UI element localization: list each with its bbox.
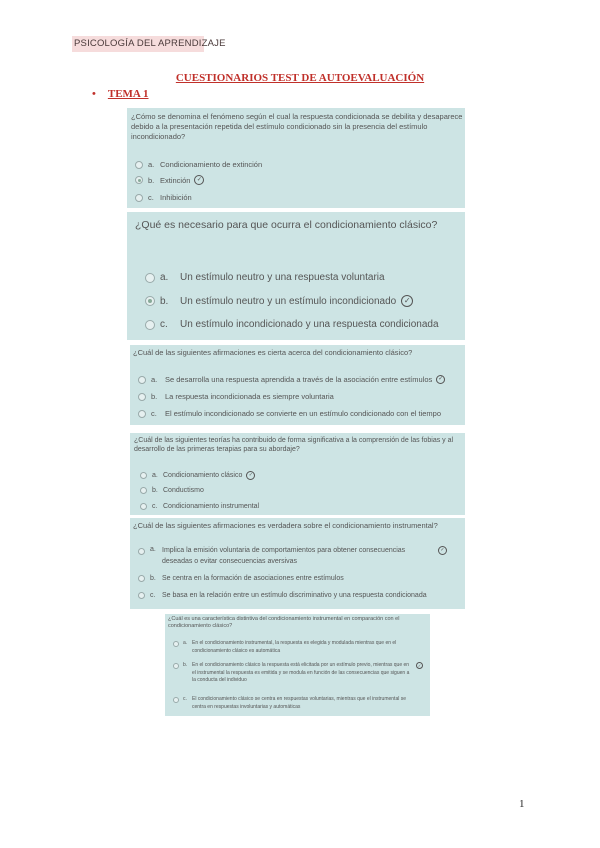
radio-icon[interactable] [173,663,179,669]
check-icon: ✓ [246,471,255,480]
option-letter: b. [160,295,169,307]
topic-label: TEMA 1 [107,88,149,100]
option-c[interactable] [173,696,425,711]
option-c[interactable] [138,409,441,418]
radio-selected-icon[interactable] [145,296,155,306]
option-label: Se basa en la relación entre un estímulo discriminativo y una respuesta condicionada [162,592,427,599]
option-a[interactable] [145,272,385,283]
radio-icon[interactable] [138,548,145,555]
radio-icon[interactable] [145,273,155,283]
option-letter: b. [148,175,155,185]
radio-icon[interactable] [173,641,179,647]
option-c[interactable] [145,319,439,330]
option-letter: a. [150,546,156,553]
option-letter: b. [151,392,158,401]
option-b[interactable] [138,392,334,401]
page-number: 1 [519,798,525,810]
option-letter: a. [148,160,155,169]
option-label: La respuesta incondicionada es siempre voluntaria [165,392,334,401]
option-a[interactable] [140,471,255,480]
topic-bullet: • [92,88,96,100]
page-title: CUESTIONARIOS TEST DE AUTOEVALUACIÓN [175,72,425,84]
radio-icon[interactable] [140,472,147,479]
option-a[interactable] [135,160,262,169]
option-label: Extinción [160,175,191,185]
option-letter: c. [160,319,168,330]
question-text: ¿Cuál es una característica distintiva del condicionamiento instrumental en comparación con el condicionamiento clásico? [168,616,400,630]
option-label: El estímulo incondicionado se convierte en un estímulo condicionado con el tiempo [165,409,441,418]
option-b[interactable] [173,662,425,685]
option-b[interactable] [135,175,204,185]
radio-icon[interactable] [140,487,147,494]
option-label: Se centra en la formación de asociaciones entre estímulos [162,575,344,582]
option-letter: b. [183,662,188,668]
radio-icon[interactable] [138,575,145,582]
check-icon: ✓ [194,175,204,185]
option-label: Condicionamiento de extinción [160,160,263,169]
option-letter: a. [152,472,158,479]
option-a[interactable] [138,375,445,384]
radio-icon[interactable] [138,410,146,418]
check-icon: ✓ [401,295,413,307]
option-a[interactable] [138,546,460,568]
radio-icon[interactable] [140,503,147,510]
option-label: Un estímulo incondicionado y una respuesta condicionada [180,319,439,330]
option-label: El condicionamiento clásico se centra en respuestas voluntarias, mientras que el instrumental se centra en respuestas involuntarias y automáticas [192,696,406,710]
option-label: En el condicionamiento instrumental, la respuesta es elegida y modulada mientras que en el condicionamiento clásico es automática [192,640,397,654]
option-letter: a. [151,375,158,384]
option-letter: a. [183,640,188,646]
option-b[interactable] [145,295,413,307]
question-card-3 [130,345,465,425]
option-label: Implica la emisión voluntaria de comportamientos para obtener consecuencias deseadas o evitar consecuencias aversivas [162,547,406,565]
topic-heading [92,88,149,100]
radio-icon[interactable] [138,393,146,401]
question-card-6 [165,614,430,716]
option-label: Condicionamiento clásico [163,472,243,479]
option-letter: c. [150,592,156,599]
option-c[interactable] [135,193,192,202]
option-b[interactable] [138,575,344,582]
option-c[interactable] [140,503,259,510]
radio-icon[interactable] [173,697,179,703]
option-letter: c. [151,409,157,418]
option-letter: c. [148,193,154,202]
option-a[interactable] [173,640,425,655]
question-card-1 [127,108,465,208]
check-icon: ✓ [417,663,422,668]
option-letter: b. [152,487,158,494]
option-label: Un estímulo neutro y un estímulo incondicionado [180,295,397,307]
question-text: ¿Cuál de las siguientes afirmaciones es verdadera sobre el condicionamiento instrumental? [133,521,438,530]
option-c[interactable] [138,592,427,599]
option-label: Se desarrolla una respuesta aprendida a través de la asociación entre estímulos [165,375,433,384]
option-b[interactable] [140,487,204,494]
option-letter: a. [160,272,169,283]
option-label: Conductismo [163,487,204,494]
question-text: ¿Qué es necesario para que ocurra el condicionamiento clásico? [135,219,438,231]
option-label: En el condicionamiento clásico la respuesta está elicitada por un estímulo previo, mientras que en el instrumental la respuesta es emitida y se modula en función de las consecuencias que siguen a la conducta del individuo [192,662,410,683]
question-text: ¿Cuál de las siguientes teorías ha contribuido de forma significativa a la comprensión de las fobias y al desarrollo de las primeras terapias para su abordaje? [134,437,454,454]
check-icon: ✓ [438,376,444,382]
radio-icon[interactable] [138,376,146,384]
radio-icon[interactable] [145,320,155,330]
question-card-2 [127,212,465,340]
question-card-4 [130,433,465,515]
question-text: ¿Cuál de las siguientes afirmaciones es cierta acerca del condicionamiento clásico? [133,348,413,357]
option-label: Inhibición [160,193,192,202]
option-label: Un estímulo neutro y una respuesta voluntaria [180,272,385,283]
header-text: PSICOLOGÍA DEL APRENDIZAJE [74,38,226,49]
radio-selected-icon[interactable] [135,176,143,184]
question-card-5 [130,518,465,609]
radio-icon[interactable] [138,592,145,599]
option-letter: c. [183,696,187,702]
option-letter: c. [152,503,158,510]
radio-icon[interactable] [135,161,143,169]
question-text: ¿Cómo se denomina el fenómeno según el cual la respuesta condicionada se debilita y desaparece debido a la presentación repetida del estímulo condicionado sin la presencia del estímulo incondicionado? [131,112,463,142]
option-label: Condicionamiento instrumental [163,503,260,510]
radio-icon[interactable] [135,194,143,202]
option-letter: b. [150,575,156,582]
check-icon: ✓ [438,546,447,555]
